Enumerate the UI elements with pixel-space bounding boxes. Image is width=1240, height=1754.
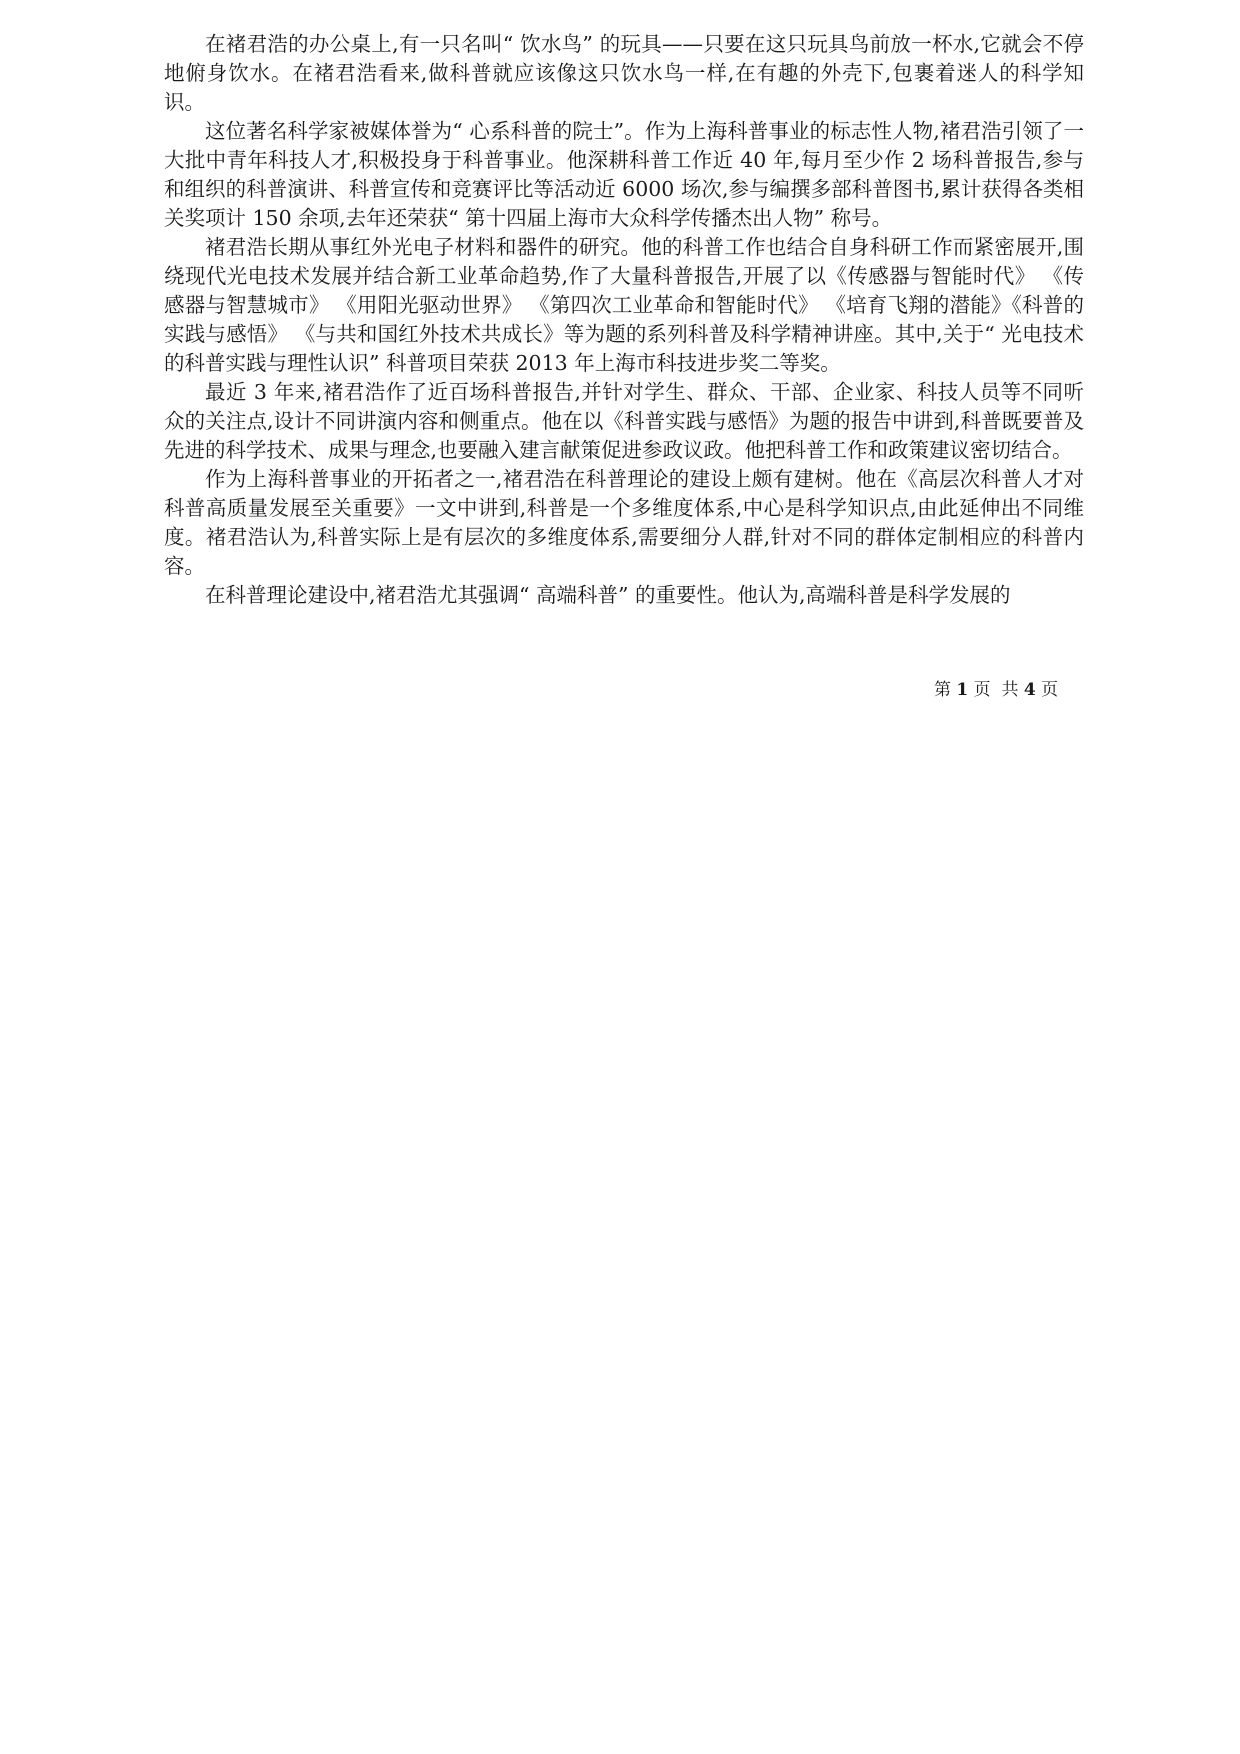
footer-middle: 页 共 [968, 680, 1024, 700]
paragraph-5: 作为上海科普事业的开拓者之一,褚君浩在科普理论的建设上颇有建树。他在《高层次科普人才对科普高质量发展至关重要》一文中讲到,科普是一个多维度体系,中心是科学知识点,由此延伸出不同维度。褚君浩认为,科普实际上是有层次的多维度体系,需要细分人群,针对不同的群体定制相应的科普内容。 [164, 467, 1084, 578]
total-page-count: 4 [1023, 680, 1036, 700]
footer-prefix: 第 [934, 680, 957, 700]
page-number-footer [934, 675, 1058, 700]
current-page-number: 1 [956, 680, 969, 700]
paragraph-6: 在科普理论建设中,褚君浩尤其强调“ 高端科普” 的重要性。他认为,高端科普是科学发展的 [205, 583, 1011, 607]
paragraph-3: 褚君浩长期从事红外光电子材料和器件的研究。他的科普工作也结合自身科研工作而紧密展开,围绕现代光电技术发展并结合新工业革命趋势,作了大量科普报告,开展了以《传感器与智能时代》 《传感器与智慧城市》 《用阳光驱动世界》 《第四次工业革命和智能时代》 《培育飞翔的潜能》《科普的实践与感悟》 《与共和国红外技术共成长》等为题的系列科普及科学精神讲座。其中,关于“ 光电技术的科普实践与理性认识” 科普项目荣获 2013 年上海市科技进步奖二等奖。 [164, 235, 1084, 375]
article-body [164, 30, 1084, 610]
paragraph-1: 在褚君浩的办公桌上,有一只名叫“ 饮水鸟” 的玩具——只要在这只玩具鸟前放一杯水,它就会不停地俯身饮水。在褚君浩看来,做科普就应该像这只饮水鸟一样,在有趣的外壳下,包裹着迷人的科学知识。 [164, 32, 1084, 114]
footer-suffix: 页 [1035, 680, 1059, 700]
paragraph-2: 这位著名科学家被媒体誉为“ 心系科普的院士”。作为上海科普事业的标志性人物,褚君浩引领了一大批中青年科技人才,积极投身于科普事业。他深耕科普工作近 40 年,每月至少作 2 场科普报告,参与和组织的科普演讲、科普宣传和竞赛评比等活动近 6000 场次,参与编撰多部科普图书,累计获得各类相关奖项计 150 余项,去年还荣获“ 第十四届上海市大众科学传播杰出人物” 称号。 [164, 119, 1084, 230]
paragraph-4: 最近 3 年来,褚君浩作了近百场科普报告,并针对学生、群众、干部、企业家、科技人员等不同听众的关注点,设计不同讲演内容和侧重点。他在以《科普实践与感悟》为题的报告中讲到,科普既要普及先进的科学技术、成果与理念,也要融入建言献策促进参政议政。他把科普工作和政策建议密切结合。 [164, 380, 1084, 462]
